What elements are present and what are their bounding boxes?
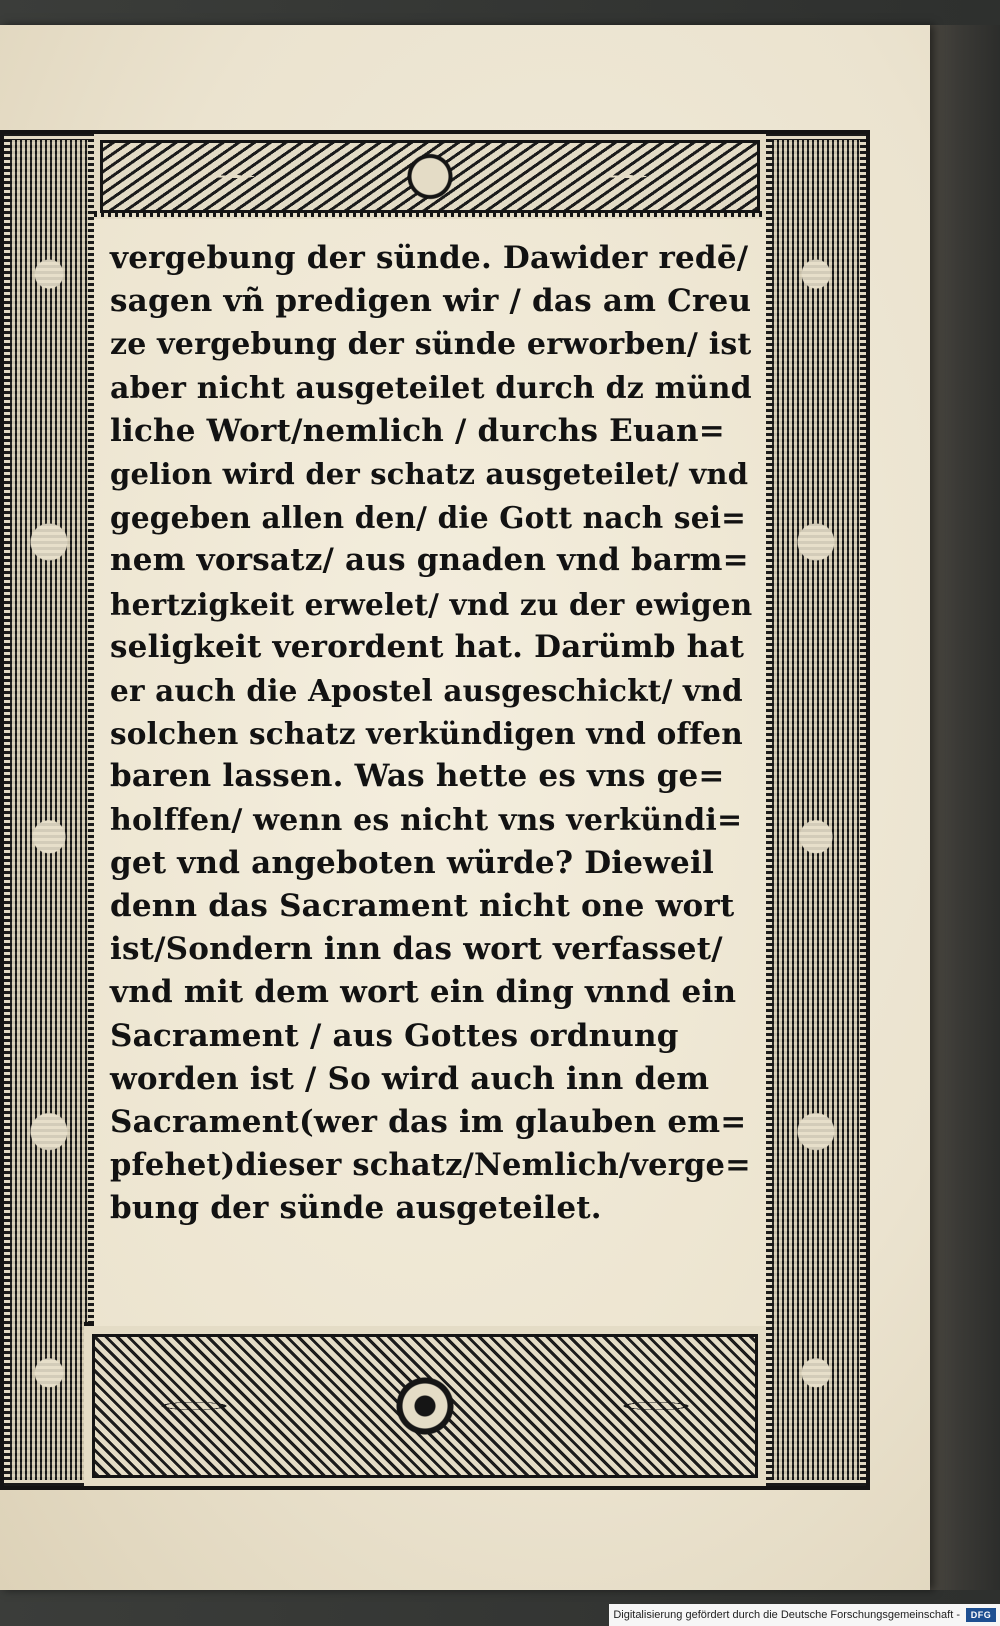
woodcut-border-frame bbox=[0, 130, 870, 1490]
top-dots-row bbox=[94, 211, 766, 217]
text-line: aber nicht ausgeteilet durch dz münd bbox=[110, 370, 752, 406]
text-line: Sacrament / aus Gottes ordnung bbox=[110, 1017, 679, 1054]
right-column-ornament-icon bbox=[772, 140, 860, 1480]
text-line: ist/Sondern inn das wort verfasset/ bbox=[110, 931, 723, 968]
text-line: seligkeit verordent hat. Darümb hat bbox=[110, 628, 745, 665]
book-spine-edge bbox=[930, 25, 1000, 1590]
bottom-scroll-ornament-icon bbox=[92, 1334, 758, 1478]
text-line: bung der sünde ausgeteilet. bbox=[110, 1190, 602, 1227]
text-line: gelion wird der schatz ausgeteilet/ vnd bbox=[110, 457, 749, 492]
text-line: sagen vñ predigen wir / das am Creu bbox=[110, 283, 752, 320]
text-line: baren lassen. Was hette es vns ge= bbox=[110, 758, 725, 795]
footer-credit-bar bbox=[609, 1604, 1000, 1626]
text-line: ze vergebung der sünde erworben/ ist bbox=[110, 327, 752, 363]
top-band-ornament-icon bbox=[100, 140, 760, 213]
right-ornament-column bbox=[766, 134, 866, 1486]
text-line: holffen/ wenn es nicht vns verkündi= bbox=[110, 802, 743, 838]
text-line: Sacrament(wer das im glauben em= bbox=[110, 1104, 747, 1141]
left-column-ornament-icon bbox=[10, 140, 88, 1480]
book-page bbox=[0, 25, 930, 1590]
text-line: vnd mit dem wort ein ding vnnd ein bbox=[110, 974, 737, 1011]
text-line: worden ist / So wird auch inn dem bbox=[110, 1060, 710, 1097]
text-line: nem vorsatz/ aus gnaden vnd barm= bbox=[110, 542, 749, 579]
text-line: liche Wort/nemlich / durchs Euan= bbox=[110, 412, 725, 449]
text-line: get vnd angeboten würde? Dieweil bbox=[110, 844, 714, 881]
text-block bbox=[94, 219, 766, 1326]
left-ornament-column bbox=[4, 134, 94, 1486]
top-ornament-band bbox=[94, 134, 766, 223]
text-line: pfehet)dieser schatz/Nemlich/verge= bbox=[110, 1147, 751, 1184]
text-line: gegeben allen den/ die Gott nach sei= bbox=[110, 500, 747, 536]
text-line: er auch die Apostel ausgeschickt/ vnd bbox=[110, 673, 743, 709]
footer-credit-text: Digitalisierung gefördert durch die Deutsche Forschungsgemeinschaft - bbox=[613, 1609, 960, 1621]
text-line: vergebung der sünde. Dawider redē/ bbox=[110, 240, 749, 276]
text-line: solchen schatz verkündigen vnd offen bbox=[110, 716, 743, 752]
text-line: denn das Sacrament nicht one wort bbox=[110, 888, 735, 925]
bottom-ornament-band bbox=[84, 1322, 766, 1486]
text-line: hertzigkeit erwelet/ vnd zu der ewigen bbox=[110, 586, 753, 622]
dfg-logo-icon: DFG bbox=[966, 1608, 996, 1622]
